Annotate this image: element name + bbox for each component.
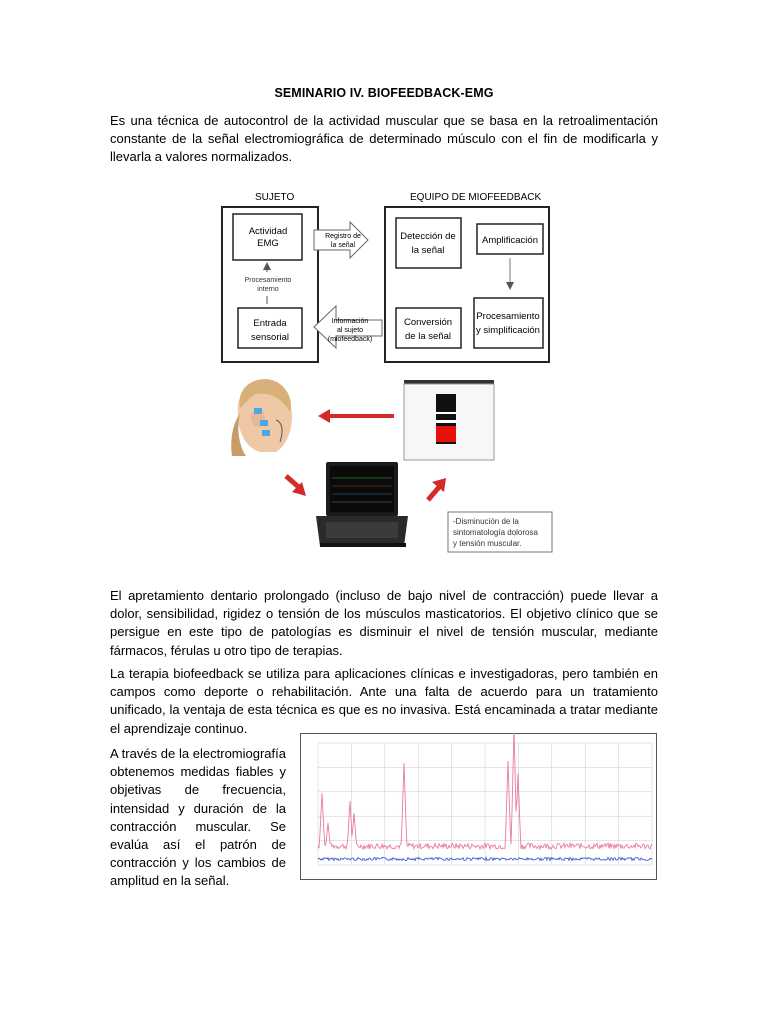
conversion-label-2: de la señal xyxy=(405,331,451,342)
sensorial-label: sensorial xyxy=(250,332,290,343)
note-line-2: sintomatología dolorosa xyxy=(453,528,538,537)
arrow-from-laptop xyxy=(428,486,440,500)
emg-paragraph: A través de la electromiografía obtenemos medidas fiables y objetivas de frecuencia, intensidad y duración de la contracción muscular. Se evalúa así el patrón de contracción y los cambios de amplitud en la señal. xyxy=(110,746,286,889)
informacion-label-2: al sujeto xyxy=(336,327,364,334)
registro-label-1: Registro de xyxy=(325,233,361,240)
registro-arrow xyxy=(314,222,368,258)
note-line-3: y tensión muscular. xyxy=(453,539,522,548)
entrada-label: Entrada xyxy=(253,318,287,329)
deteccion-label-1: Detección de xyxy=(400,231,456,242)
actividad-label: Actividad xyxy=(248,226,288,237)
therapy-paragraph: La terapia biofeedback se utiliza para aplicaciones clínicas e investigadoras, pero también en campos como deporte o rehabilitación. Ante una falta de acuerdo para un tratamiento unificado, la ventaja de esta técnica es que es no invasiva. Está encaminada a tratar mediante el aprendizaje continuo. xyxy=(110,666,658,736)
procesamiento-interno-1: Procesamiento xyxy=(244,277,292,284)
sujeto-header: SUJETO xyxy=(255,192,295,203)
patient-head-illustration xyxy=(231,379,299,456)
note-line-1: -Disminución de la xyxy=(453,517,519,526)
amplificacion-label: Amplificación xyxy=(482,235,538,246)
procesamiento-label-1: Procesamiento xyxy=(476,311,540,322)
actividad-emg-box xyxy=(233,214,302,260)
informacion-label-3: (miofeedback) xyxy=(327,336,373,343)
intro-paragraph: Es una técnica de autocontrol de la actividad muscular que se basa en la retroalimentación constante de la señal electromiográfica de determinado músculo con el fin de modificarla y llevarla a valores normalizados. xyxy=(110,113,658,165)
emg-label: EMG xyxy=(257,238,279,249)
page-title: SEMINARIO IV. BIOFEEDBACK-EMG xyxy=(274,86,494,100)
clinical-paragraph: El apretamiento dentario prolongado (incluso de bajo nivel de contracción) puede llevar a dolor, sensibilidad, rigidez o tensión de los músculos masticatorios. El objetivo clínico que se persigue en este tipo de patologías es disminuir el nivel de tensión muscular, mediante fármacos, férulas u otro tipo de terapias. xyxy=(110,588,658,658)
laptop-illustration xyxy=(316,462,408,547)
deteccion-box xyxy=(396,218,461,268)
projector-screen xyxy=(404,380,494,460)
deteccion-label-2: la señal xyxy=(411,245,445,256)
procesamiento-box xyxy=(474,298,543,348)
procesamiento-interno-2: interno xyxy=(257,286,279,293)
conversion-box xyxy=(396,308,461,348)
informacion-label-1: Información xyxy=(331,318,369,325)
biofeedback-diagram xyxy=(0,180,768,560)
conversion-label-1: Conversión xyxy=(403,317,453,328)
registro-label-2: la señal xyxy=(330,242,356,249)
equipo-header: EQUIPO DE MIOFEEDBACK xyxy=(410,192,542,203)
procesamiento-label-2: y simplificación xyxy=(476,325,540,336)
feedback-arrowhead xyxy=(318,409,330,423)
emg-chart xyxy=(300,733,658,881)
